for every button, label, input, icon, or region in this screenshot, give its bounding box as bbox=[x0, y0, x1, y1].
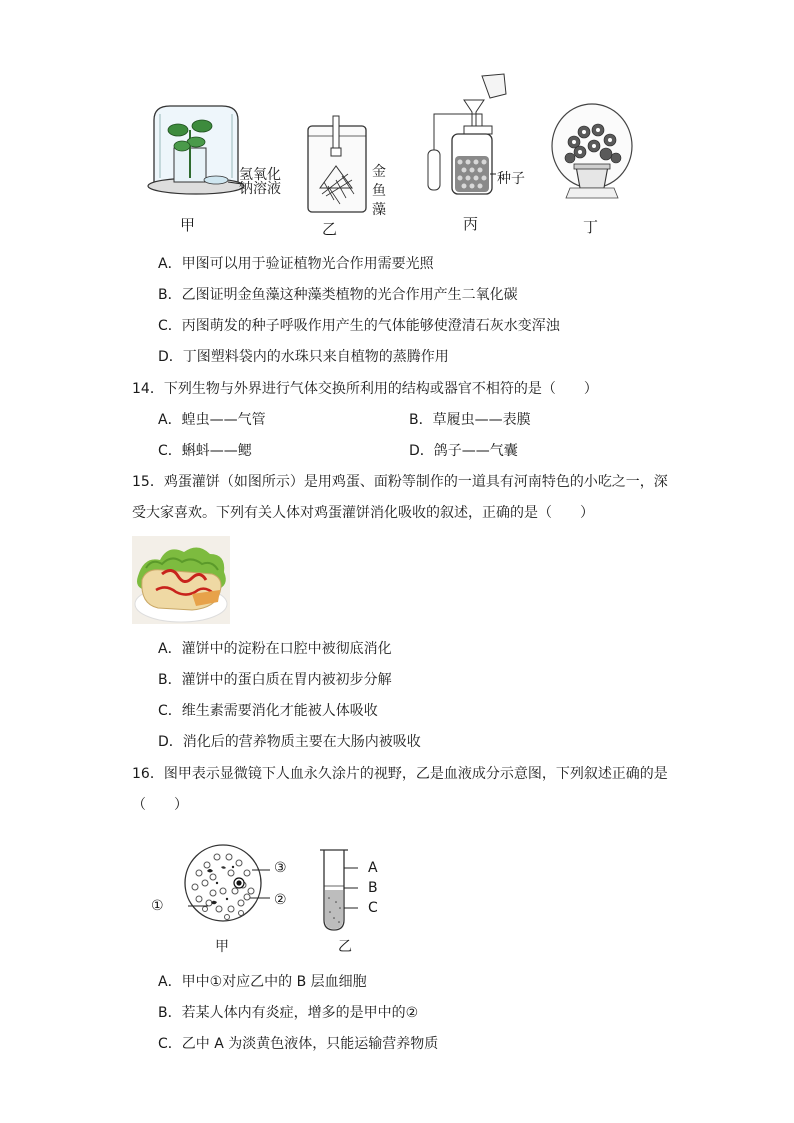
q16-smear-leader-lines bbox=[168, 862, 308, 912]
q16-blood-tube bbox=[318, 846, 358, 936]
q15-option-d[interactable]: D．消化后的营养物质主要在大肠内被吸收 bbox=[158, 734, 421, 750]
panel-jia-annotation-line1: 氢氧化 bbox=[239, 167, 281, 183]
q13-option-d[interactable]: D．丁图塑料袋内的水珠只来自植物的蒸腾作用 bbox=[158, 349, 449, 365]
panel-yi-annotation-line1: 金 bbox=[372, 164, 386, 180]
q15-stem-line2: 受大家喜欢。下列有关人体对鸡蛋灌饼消化吸收的叙述，正确的是（ ） bbox=[132, 505, 594, 521]
q16-layer-a: A bbox=[368, 860, 378, 876]
q14-option-d[interactable]: D．鸽子——气囊 bbox=[409, 443, 518, 459]
panel-yi-annotation-line2: 鱼 bbox=[372, 183, 386, 199]
q16-option-c[interactable]: C．乙中 A 为淡黄色液体，只能运输营养物质 bbox=[158, 1036, 439, 1052]
q14-option-a[interactable]: A．蝗虫——气管 bbox=[158, 412, 266, 428]
q14-option-b[interactable]: B．草履虫——表膜 bbox=[409, 412, 531, 428]
q16-marker-2: ② bbox=[274, 892, 287, 908]
q15-egg-pancake-photo bbox=[132, 536, 230, 624]
panel-ding-label: 丁 bbox=[583, 218, 599, 236]
panel-bing-label: 丙 bbox=[463, 215, 479, 233]
q16-stem-line1: 16．图甲表示显微镜下人血永久涂片的视野，乙是血液成分示意图，下列叙述正确的是 bbox=[132, 766, 668, 782]
panel-yi-beaker-illustration bbox=[306, 114, 370, 214]
q16-stem-line2: （ ） bbox=[132, 797, 188, 813]
q13-option-b[interactable]: B．乙图证明金鱼藻这种藻类植物的光合作用产生二氧化碳 bbox=[158, 287, 518, 303]
panel-jia-label: 甲 bbox=[180, 216, 196, 234]
panel-yi-label: 乙 bbox=[322, 220, 338, 238]
q15-option-c[interactable]: C．维生素需要消化才能被人体吸收 bbox=[158, 703, 378, 719]
panel-yi-annotation-line3: 藻 bbox=[372, 202, 386, 218]
q14-stem: 14．下列生物与外界进行气体交换所利用的结构或器官不相符的是（ ） bbox=[132, 381, 598, 397]
q16-option-a[interactable]: A．甲中①对应乙中的 B 层血细胞 bbox=[158, 974, 367, 990]
q15-option-b[interactable]: B．灌饼中的蛋白质在胃内被初步分解 bbox=[158, 672, 392, 688]
panel-jia-annotation-line2: 钠溶液 bbox=[239, 181, 281, 197]
q15-option-a[interactable]: A．灌饼中的淀粉在口腔中被彻底消化 bbox=[158, 641, 392, 657]
q16-layer-b: B bbox=[368, 880, 378, 896]
q13-option-a[interactable]: A．甲图可以用于验证植物光合作用需要光照 bbox=[158, 256, 434, 272]
q16-figure-yi-label: 乙 bbox=[338, 939, 352, 955]
q16-option-b[interactable]: B．若某人体内有炎症，增多的是甲中的② bbox=[158, 1005, 419, 1021]
q16-marker-3: ③ bbox=[274, 860, 287, 876]
q13-option-c[interactable]: C．丙图萌发的种子呼吸作用产生的气体能够使澄清石灰水变浑浊 bbox=[158, 318, 560, 334]
panel-jia-bell-jar-illustration bbox=[146, 100, 246, 200]
q14-option-c[interactable]: C．蝌蚪——鳃 bbox=[158, 443, 252, 459]
q16-marker-1: ① bbox=[151, 898, 164, 914]
panel-bing-annotation: 种子 bbox=[497, 171, 525, 187]
q16-layer-c: C bbox=[368, 900, 378, 916]
panel-ding-bagged-plant-illustration bbox=[550, 102, 634, 206]
q16-figure-jia-label: 甲 bbox=[215, 939, 229, 955]
q15-stem-line1: 15．鸡蛋灌饼（如图所示）是用鸡蛋、面粉等制作的一道具有河南特色的小吃之一，深 bbox=[132, 474, 668, 490]
